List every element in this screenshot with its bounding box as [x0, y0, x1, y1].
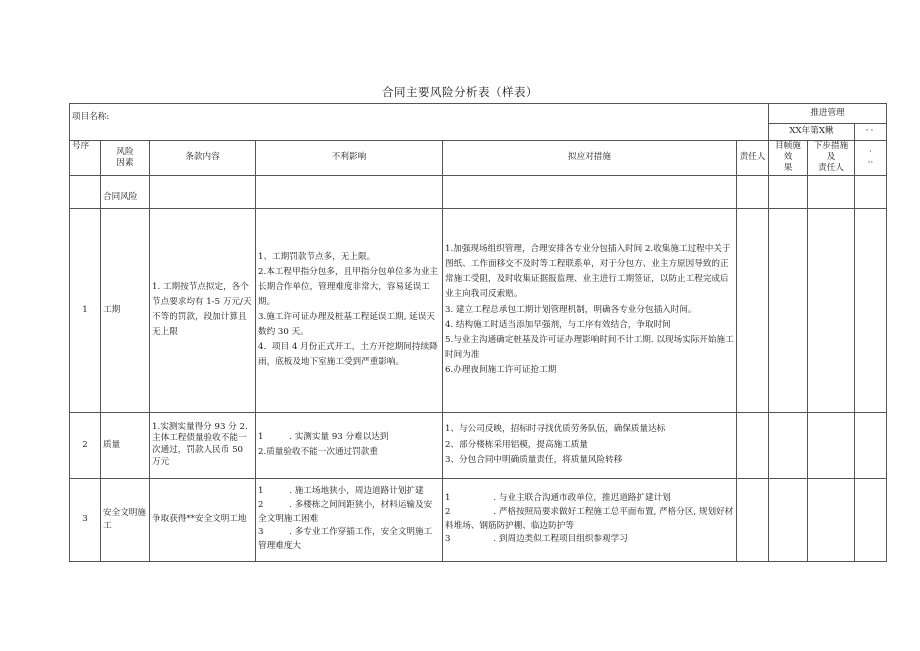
measure-line: 4. 结构施工时适当添加早强剂，与工序有效结合，争取时间	[445, 319, 671, 330]
row-risk-factor: 安全文明施工	[101, 478, 150, 561]
impact-line: 4．项目 4 月份正式开工，土方开挖期间持续降雨，底板及地下室施工受到严重影响。	[258, 342, 438, 368]
category-label: 合同风险	[101, 175, 150, 208]
measure-line: 6.办理夜间施工许可证抢工期	[445, 364, 557, 375]
impact-line: 1 . 施工场地狭小，周边道路计划扩建	[258, 486, 424, 497]
measure-line: 2 . 严格按照局要求做好工程施工总平面布置, 严格分区, 规划好材料堆场、钢筋防护棚、临边防护等	[445, 506, 734, 531]
row-measures	[443, 412, 737, 478]
row-seq: 1	[70, 208, 101, 412]
row-extra	[855, 478, 887, 561]
row-measures	[443, 478, 737, 561]
row-clause: 1. 工期按节点拟定，各个节点要求均有 1-5 万元/天不等的罚款，段加计算且无上限	[150, 208, 256, 412]
table-row	[70, 412, 887, 478]
row-extra	[855, 412, 887, 478]
row-measures	[443, 208, 737, 412]
row-clause: 1.实测实量得分 93 分 2.主体工程债量验收不能一次通过，罚款人民币 50 万元	[150, 412, 256, 478]
measure-line: 1、与公司反映，招标时寻找优质劳务队伍，确保质量达标	[445, 424, 666, 435]
col-owner-header: 责任人	[737, 141, 769, 176]
table-row	[70, 208, 887, 412]
impact-line: 2.质量验收不能一次通过罚款重	[258, 447, 378, 458]
impact-line: 1 . 实测实量 93 分难以达到	[258, 431, 389, 442]
table-row	[70, 478, 887, 561]
measure-line: 1 . 与业主联合沟通市政单位，推迟道路扩建计划	[445, 493, 671, 504]
row-target-progress	[769, 478, 808, 561]
col-dots-side-header: · ··	[855, 141, 887, 176]
row-target-progress	[769, 412, 808, 478]
row-next-steps	[808, 478, 855, 561]
measure-line: 2、部分楼栋采用铝模，提高施工质量	[445, 439, 588, 450]
impact-line: 3 . 多专业工作穿插工作，安全文明施工管理难度大	[258, 527, 433, 552]
category-row	[70, 175, 887, 208]
measure-line: 3. 建立工程总承包工期计划管理机制，明确各专业分包插入时间。	[445, 304, 697, 315]
impact-line: 2 . 多楼栋之间间距狭小，材料运输及安全文明施工困难	[258, 499, 433, 524]
row-seq: 3	[70, 478, 101, 561]
page-title: 合同主要风险分析表（样表）	[382, 85, 538, 99]
project-name-cell	[70, 104, 769, 141]
measure-line: 1.加强现场组织管理，合理安排各专业分包插入时间 2.收集施工过程中关于图纸、工作面移交不及时等工程联系单，对于分包方、业主方原因导致的正常施工受阻，及时收集证据报监理、业主进行工期签证，以防止工程完成后业主向我司反索赔。	[445, 244, 731, 300]
column-header-row	[70, 141, 887, 176]
row-next-steps	[808, 208, 855, 412]
row-impact	[256, 412, 443, 478]
risk-analysis-table	[69, 103, 887, 562]
row-risk-factor: 质量	[101, 412, 150, 478]
col-seq-header: 号序	[70, 141, 101, 176]
col-risk-factor-header: 风险 因素	[101, 141, 150, 176]
row-impact	[256, 208, 443, 412]
row-owner	[737, 412, 769, 478]
impact-line: 2.本工程甲指分包多，且甲指分包单位多为业主长期合作单位，管理难度非常大，容易延误工期。	[258, 266, 439, 307]
row-seq: 2	[70, 412, 101, 478]
row-impact	[256, 478, 443, 561]
row-risk-factor: 工期	[101, 208, 150, 412]
row-owner	[737, 208, 769, 412]
measure-line: 3、分包合同中明确质量责任，将质量风险转移	[445, 454, 623, 465]
impact-line: 3.施工许可证办理及桩基工程延误工期, 延误天数约 30 天。	[258, 312, 435, 338]
measure-line: 3 . 到周边类似工程项目组织参观学习	[445, 534, 628, 545]
col-clause-header: 条款内容	[150, 141, 256, 176]
row-next-steps	[808, 412, 855, 478]
col-impact-header: 不利影响	[256, 141, 443, 176]
row-target-progress	[769, 208, 808, 412]
push-management-header: 推进管理	[769, 104, 887, 124]
year-week-cell: XX年第X鳅	[769, 124, 855, 141]
col-target-progress-header: 目帧施效 果	[769, 141, 808, 176]
col-next-steps-header: 下步措施及 责任人	[808, 141, 855, 176]
impact-line: 1、工期罚款节点多，无上限。	[258, 251, 376, 262]
row-owner	[737, 478, 769, 561]
project-name-label: 项目名称:	[72, 112, 110, 122]
row-extra	[855, 208, 887, 412]
measure-line: 5.与业主沟通确定桩基及许可证办理影响时间不计工期. 以现场实际开始施工时间为准	[445, 334, 734, 360]
dots-top-cell: ··	[855, 124, 887, 141]
col-measures-header: 拟应对措施	[443, 141, 737, 176]
row-clause: 争取获得**安全文明工地	[150, 478, 256, 561]
header-row-project	[70, 104, 887, 124]
